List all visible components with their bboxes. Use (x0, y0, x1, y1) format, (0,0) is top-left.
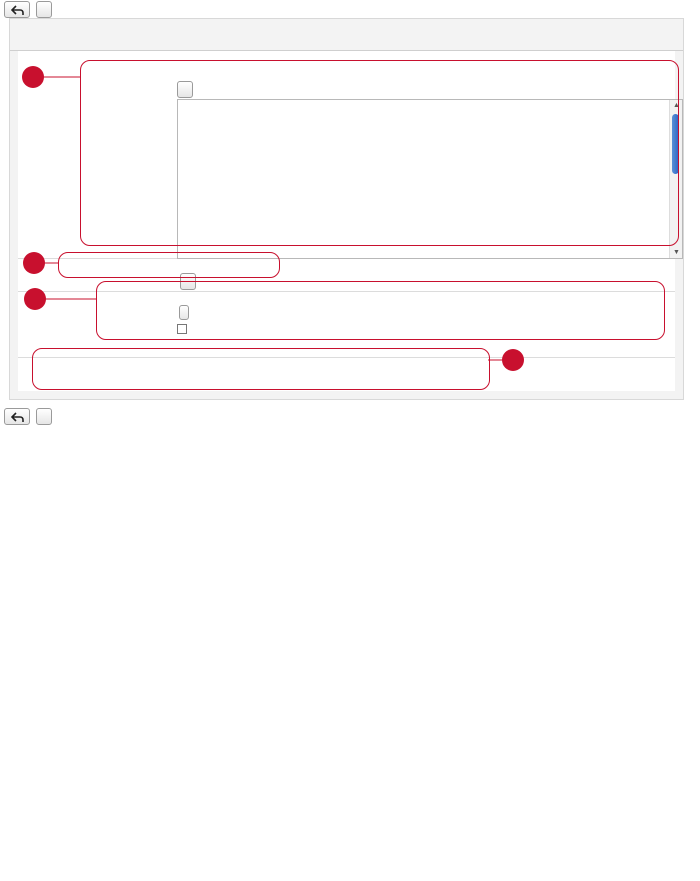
import-button[interactable] (36, 1, 52, 18)
callout-frame-2 (58, 252, 280, 278)
back-button[interactable] (4, 408, 30, 425)
scroll-down-icon[interactable]: ▼ (673, 249, 680, 256)
back-arrow-icon (11, 412, 24, 422)
badge-3 (24, 288, 46, 310)
callout-frame-3 (96, 281, 665, 340)
import-button[interactable] (36, 408, 52, 425)
callout-frame-4 (32, 348, 490, 390)
top-toolbar (4, 1, 52, 18)
bottom-toolbar (4, 408, 52, 425)
back-button[interactable] (4, 1, 30, 18)
badge-2 (23, 252, 45, 274)
back-arrow-icon (11, 5, 24, 15)
badge-1 (22, 66, 44, 88)
callout-frame-1 (80, 60, 679, 246)
badge-4 (502, 349, 524, 371)
scroll-up-icon[interactable]: ▲ (673, 102, 680, 109)
